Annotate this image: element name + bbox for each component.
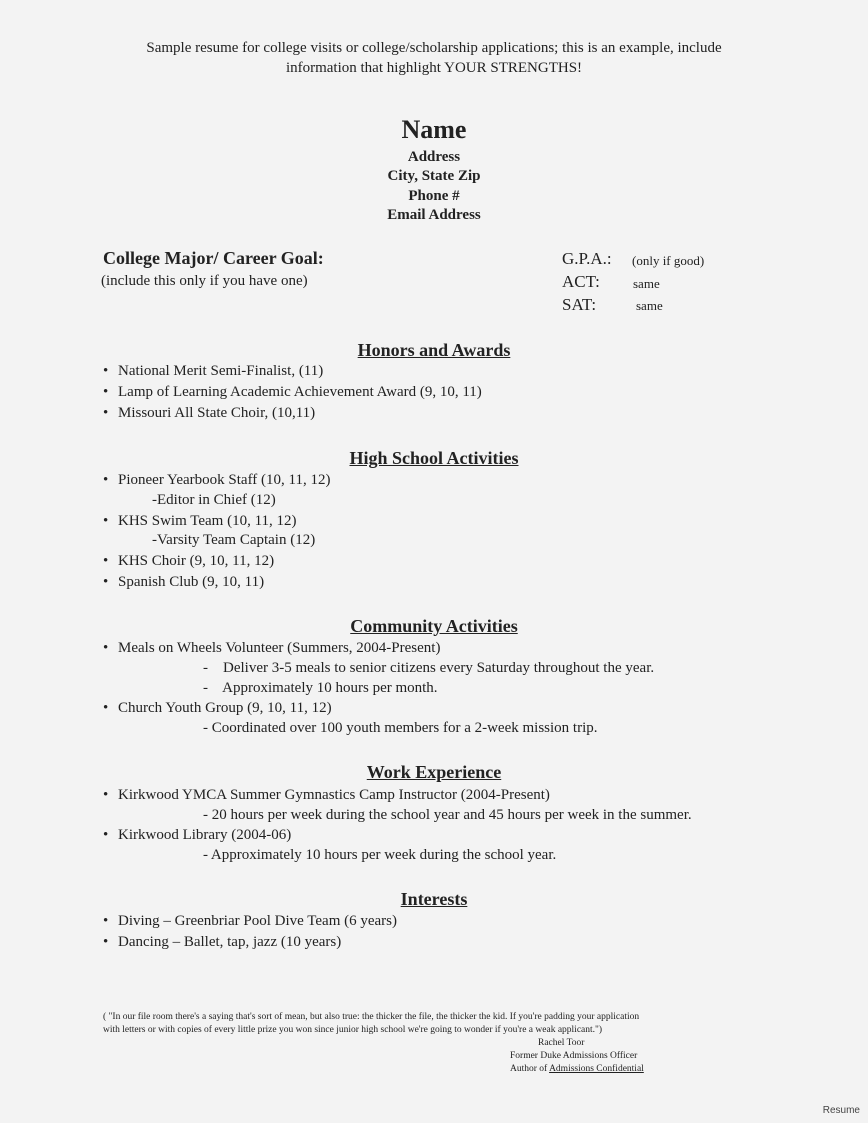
list-subitem: - Coordinated over 100 youth members for a 2-week mission trip. <box>203 720 598 736</box>
interests-title: Interests <box>400 889 468 909</box>
list-subitem: - Deliver 3-5 meals to senior citizens every Saturday throughout the year. <box>203 660 655 676</box>
bullet-icon: • <box>103 405 109 421</box>
list-subitem: - Approximately 10 hours per month. <box>203 680 438 696</box>
quote-author-role: Former Duke Admissions Officer <box>510 1051 638 1061</box>
email-line: Email Address <box>387 207 481 223</box>
list-item: • Kirkwood Library (2004-06) <box>103 827 292 843</box>
community-title: Community Activities <box>350 616 518 636</box>
goal-note: (include this only if you have one) <box>101 273 308 289</box>
list-item: • Lamp of Learning Academic Achievement Award (9, 10, 11) <box>103 384 482 400</box>
act-value: same <box>633 276 660 291</box>
quote-line-2: with letters or with copies of every little prize you won since junior high school we're going to wonder if you're a weak applicant.") <box>103 1025 603 1035</box>
work-title: Work Experience <box>366 762 502 782</box>
bullet-icon: • <box>103 640 109 656</box>
bullet-icon: • <box>103 472 109 488</box>
bullet-icon: • <box>103 513 109 529</box>
list-subitem: -Editor in Chief (12) <box>152 492 276 508</box>
quote-author-book: Author of Admissions Confidential <box>510 1064 644 1074</box>
list-item: • Missouri All State Choir, (10,11) <box>103 405 316 421</box>
address-line: Address <box>407 149 461 165</box>
quote-author-name: Rachel Toor <box>538 1038 585 1048</box>
list-item: • Church Youth Group (9, 10, 11, 12) <box>103 700 332 716</box>
intro-line-1: Sample resume for college visits or college/scholarship applications; this is an example, include <box>146 40 722 56</box>
list-item: • Diving – Greenbriar Pool Dive Team (6 years) <box>103 913 398 929</box>
list-subitem: - 20 hours per week during the school year and 45 hours per week in the summer. <box>203 807 692 823</box>
list-item: • Dancing – Ballet, tap, jazz (10 years) <box>103 934 342 950</box>
sat-label: SAT: <box>562 295 597 314</box>
list-item: • Pioneer Yearbook Staff (10, 11, 12) <box>103 472 331 488</box>
bullet-icon: • <box>103 384 109 400</box>
list-item: • Meals on Wheels Volunteer (Summers, 2004-Present) <box>103 640 441 656</box>
bullet-icon: • <box>103 913 109 929</box>
bullet-icon: • <box>103 934 109 950</box>
name-heading: Name <box>401 115 467 144</box>
bullet-icon: • <box>103 700 109 716</box>
honors-title: Honors and Awards <box>357 340 511 360</box>
phone-line: Phone # <box>408 188 460 204</box>
goal-title: College Major/ Career Goal: <box>103 248 324 268</box>
city-line: City, State Zip <box>387 168 481 184</box>
list-item: • Kirkwood YMCA Summer Gymnastics Camp Instructor (2004-Present) <box>103 787 550 803</box>
activities-title: High School Activities <box>349 448 519 468</box>
quote-line-1: ( "In our file room there's a saying that's sort of mean, but also true: the thicker the file, the thicker the kid. If you're padding your application <box>103 1012 640 1022</box>
bullet-icon: • <box>103 787 109 803</box>
list-item: • National Merit Semi-Finalist, (11) <box>103 363 324 379</box>
intro-line-2: information that highlight YOUR STRENGTHS! <box>285 60 583 76</box>
list-item: • KHS Choir (9, 10, 11, 12) <box>103 553 275 569</box>
bullet-icon: • <box>103 827 109 843</box>
list-subitem: - Approximately 10 hours per week during the school year. <box>203 847 557 863</box>
act-label: ACT: <box>562 272 600 291</box>
gpa-value: (only if good) <box>632 253 705 268</box>
list-subitem: -Varsity Team Captain (12) <box>152 532 316 548</box>
list-item: • KHS Swim Team (10, 11, 12) <box>103 513 297 529</box>
gpa-label: G.P.A.: <box>562 249 612 268</box>
bullet-icon: • <box>103 553 109 569</box>
sat-value: same <box>636 298 663 313</box>
bullet-icon: • <box>103 363 109 379</box>
book-title: Admissions Confidential <box>549 1064 644 1074</box>
bullet-icon: • <box>103 574 109 590</box>
list-item: • Spanish Club (9, 10, 11) <box>103 574 265 590</box>
footer-tag: Resume <box>822 1105 860 1116</box>
